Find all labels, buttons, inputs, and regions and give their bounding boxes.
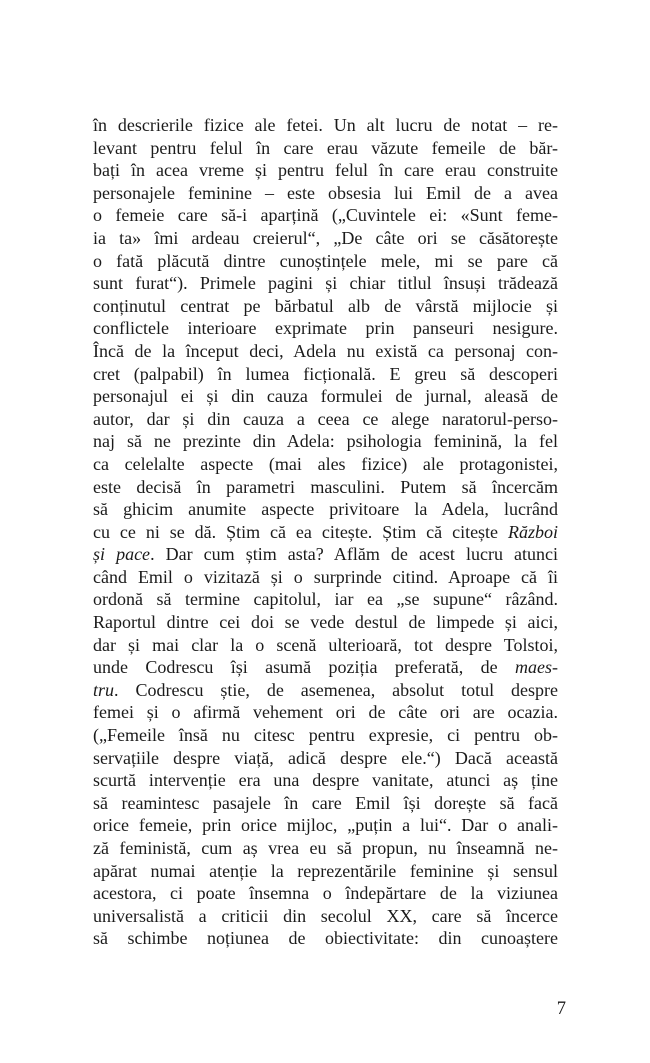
text-line bbox=[93, 363, 558, 386]
text-line bbox=[93, 430, 558, 453]
text-segment: sunt furat“). Primele pagini și chiar titlul însuși trădează bbox=[93, 273, 558, 294]
text-segment: o fată plăcută dintre cunoștințele mele, mi se pare că bbox=[93, 250, 558, 271]
text-line bbox=[93, 927, 558, 950]
text-segment: o femeie care să-i aparțină („Cuvintele ei: «Sunt feme- bbox=[93, 205, 558, 226]
text-segment: cret (palpabil) în lumea ficțională. E greu să descoperi bbox=[93, 363, 558, 384]
text-segment: conflictele interioare exprimate prin panseuri nesigure. bbox=[93, 318, 558, 339]
text-segment: ordonă să termine capitolul, iar ea „se supune“ râzând. bbox=[93, 589, 558, 610]
text-line bbox=[93, 476, 558, 499]
text-segment: naj să ne prezinte din Adela: psihologia feminină, la fel bbox=[93, 431, 558, 452]
text-segment: autor, dar și din cauza a ceea ce alege naratorul-perso- bbox=[93, 408, 558, 429]
text-segment: ia ta» îmi ardeau creierul“, „De câte ori se căsătorește bbox=[93, 227, 558, 248]
text-segment: personajul ei și din cauza formulei de jurnal, aleasă de bbox=[93, 386, 558, 407]
text-line bbox=[93, 679, 558, 702]
text-line bbox=[93, 453, 558, 476]
text-line bbox=[93, 724, 558, 747]
text-segment: conținutul centrat pe bărbatul alb de vârstă mijlocie și bbox=[93, 295, 558, 316]
text-line bbox=[93, 137, 558, 160]
text-segment: dar și mai clar la o scenă ulterioară, tot despre Tolstoi, bbox=[93, 634, 558, 655]
text-segment: servațiile despre viață, adică despre ele.“) Dacă această bbox=[93, 747, 558, 768]
text-segment: când Emil o vizitază și o surprinde citind. Aproape că îi bbox=[93, 566, 558, 587]
text-segment: este decisă în parametri masculini. Putem să încercăm bbox=[93, 476, 558, 497]
text-line bbox=[93, 498, 558, 521]
text-line bbox=[93, 227, 558, 250]
text-line bbox=[93, 340, 558, 363]
italic-text-segment: și pace bbox=[93, 544, 151, 565]
italic-text-segment: Război bbox=[507, 521, 558, 542]
text-line bbox=[93, 792, 558, 815]
text-line bbox=[93, 814, 558, 837]
text-segment: ca celelalte aspecte (mai ales fizice) ale protagonistei, bbox=[93, 453, 558, 474]
text-line bbox=[93, 295, 558, 318]
text-line bbox=[93, 250, 558, 273]
text-segment: levant pentru felul în care erau văzute femeile de băr- bbox=[93, 137, 558, 158]
text-segment: („Femeile însă nu citesc pentru expresie, ci pentru ob- bbox=[93, 725, 558, 746]
page-number: 7 bbox=[556, 999, 566, 1019]
text-segment: acestora, ci poate însemna o îndepărtare de la viziunea bbox=[93, 883, 558, 904]
text-segment: Raportul dintre cei doi se vede destul de limpede și aici, bbox=[93, 612, 558, 633]
text-line bbox=[93, 905, 558, 928]
italic-text-segment: maes- bbox=[515, 657, 558, 678]
text-segment: Încă de la început deci, Adela nu există ca personaj con- bbox=[93, 340, 558, 361]
text-segment: să reamintesc pasajele în care Emil își dorește să facă bbox=[93, 792, 558, 813]
text-line bbox=[93, 159, 558, 182]
text-line bbox=[93, 204, 558, 227]
text-line bbox=[93, 701, 558, 724]
text-line bbox=[93, 656, 558, 679]
text-line bbox=[93, 882, 558, 905]
text-line bbox=[93, 521, 558, 544]
text-line bbox=[93, 860, 558, 883]
text-line bbox=[93, 634, 558, 657]
italic-text-segment: tru bbox=[93, 679, 115, 700]
text-segment: bați în acea vreme și pentru felul în care erau construite bbox=[93, 160, 558, 181]
text-line bbox=[93, 611, 558, 634]
text-segment: apărat numai atenție la reprezentările feminine și sensul bbox=[93, 860, 558, 881]
text-line bbox=[93, 747, 558, 770]
text-line bbox=[93, 272, 558, 295]
text-line bbox=[93, 543, 558, 566]
text-segment: . Dar cum știm asta? Aflăm de acest lucru atunci bbox=[150, 544, 559, 565]
text-segment: orice femeie, prin orice mijloc, „puțin a lui“. Dar o anali- bbox=[93, 815, 558, 836]
text-segment: . Codrescu știe, de asemenea, absolut totul despre bbox=[114, 679, 558, 700]
text-line bbox=[93, 837, 558, 860]
text-segment: în descrierile fizice ale fetei. Un alt lucru de notat – re- bbox=[93, 115, 558, 135]
text-segment: personajele feminine – este obsesia lui Emil de a avea bbox=[93, 182, 558, 203]
text-line bbox=[93, 317, 558, 340]
text-segment: femei și o afirmă vehement ori de câte ori are ocazia. bbox=[93, 702, 558, 723]
body-text bbox=[93, 114, 558, 950]
text-line bbox=[93, 588, 558, 611]
text-segment: ză feministă, cum aș vrea eu să propun, nu înseamnă ne- bbox=[93, 838, 558, 858]
text-segment: scurtă intervenție era una despre vanitate, atunci aș ține bbox=[93, 770, 558, 791]
text-segment: universalistă a criticii din secolul XX, care să încerce bbox=[93, 905, 558, 926]
text-line bbox=[93, 385, 558, 408]
text-line bbox=[93, 182, 558, 205]
text-line bbox=[93, 408, 558, 431]
text-segment: să schimbe noțiunea de obiectivitate: din cunoaștere bbox=[93, 928, 558, 949]
text-line bbox=[93, 769, 558, 792]
text-line bbox=[93, 566, 558, 589]
text-segment: unde Codrescu își asumă poziția preferată, de bbox=[93, 657, 515, 678]
text-line bbox=[93, 114, 558, 137]
text-segment: cu ce ni se dă. Știm că ea citește. Știm că citește bbox=[93, 521, 508, 542]
text-segment: să ghicim anumite aspecte privitoare la Adela, lucrând bbox=[93, 499, 558, 520]
